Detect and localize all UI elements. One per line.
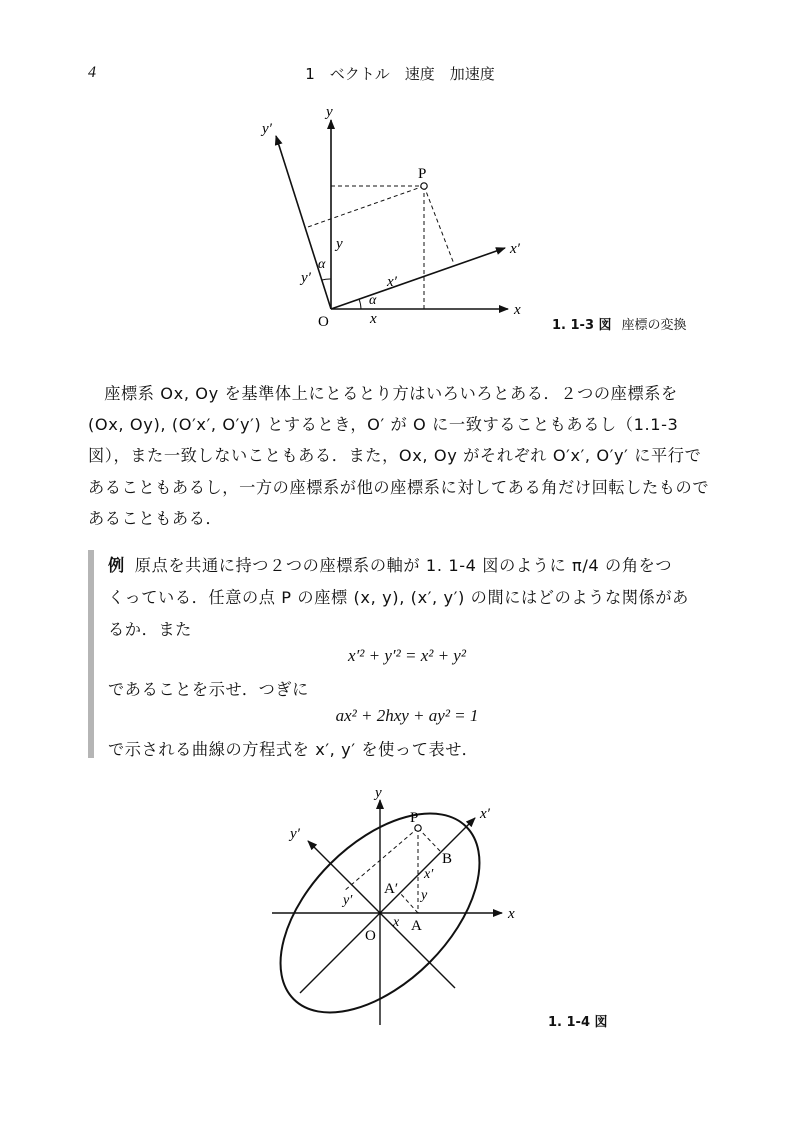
fig1-label-origin: O bbox=[318, 314, 329, 330]
fig1-label-p: P bbox=[418, 166, 427, 182]
fig2-label-seg-x: x bbox=[393, 915, 400, 930]
figure-1-1-4-number: 1. 1-4 図 bbox=[548, 1015, 608, 1030]
fig2-y-prime-axis bbox=[308, 841, 455, 988]
fig1-label-y: y bbox=[326, 104, 333, 120]
equation-2: ax² + 2hxy + ay² = 1 bbox=[335, 706, 479, 725]
fig1-label-proj-x: x bbox=[370, 311, 377, 327]
example-line-5: で示される曲線の方程式を x′, y′ を使って表せ． bbox=[108, 740, 479, 759]
fig2-label-a-prime: A′ bbox=[384, 881, 399, 897]
fig1-label-proj-y-prime: y′ bbox=[301, 270, 311, 286]
fig2-label-seg-y: y bbox=[421, 888, 428, 903]
fig1-label-alpha-upper: α bbox=[318, 257, 326, 272]
figure-1-1-4-caption bbox=[548, 1011, 608, 1030]
figure-1-1-3-title: 座標の変換 bbox=[621, 318, 687, 333]
fig1-label-proj-x-prime: x′ bbox=[387, 274, 397, 290]
figure-1-1-3-number: 1. 1-3 図 bbox=[552, 318, 612, 333]
fig2-label-seg-y-prime: y′ bbox=[343, 893, 353, 908]
fig2-label-y: y bbox=[375, 785, 382, 801]
example-line-2: くっている．任意の点 P の座標 (x, y), (x′, y′) の間にはどのような関係があ bbox=[108, 588, 689, 607]
equation-1: x′² + y′² = x² + y² bbox=[348, 646, 466, 665]
fig2-label-y-prime: y′ bbox=[290, 826, 300, 842]
fig2-label-x: x bbox=[508, 906, 515, 922]
fig1-label-proj-y: y bbox=[336, 236, 343, 252]
fig2-label-origin: O bbox=[365, 928, 376, 944]
fig1-label-x: x bbox=[514, 302, 521, 318]
fig1-label-y-prime: y′ bbox=[262, 121, 272, 137]
page-number: 4 bbox=[88, 64, 96, 81]
fig2-label-p: P bbox=[410, 810, 419, 826]
fig1-label-alpha-lower: α bbox=[369, 293, 377, 308]
fig2-label-x-prime: x′ bbox=[480, 806, 490, 822]
fig2-label-a: A bbox=[411, 918, 422, 934]
example-text-1: 原点を共通に持つ２つの座標系の軸が 1. 1-4 図のように π/4 の角をつ bbox=[134, 556, 673, 575]
example-line-3: るか．また bbox=[108, 620, 192, 639]
example-line-4: であることを示せ．つぎに bbox=[108, 680, 309, 699]
example-label: 例 bbox=[108, 556, 125, 575]
fig2-label-seg-x-prime: x′ bbox=[424, 867, 434, 882]
fig1-label-x-prime: x′ bbox=[510, 241, 520, 257]
fig2-label-b: B bbox=[442, 851, 453, 867]
fig2-x-prime-axis bbox=[300, 818, 475, 993]
running-header: 1 ベクトル 速度 加速度 bbox=[305, 65, 495, 83]
body-paragraph: 座標系 Ox, Oy を基準体上にとるとり方はいろいろとある．２つの座標系を (Ox, Oy), (O′x′, O′y′) とするとき，O′ が O に一致することもあるし（1.1-3 図），また一致しないこともある．また，Ox, Oy がそれぞれ O′x′, O′y′ に平行であることもあるし，一方の座標系が他の座標系に対してある角だけ回転したものであることもある． bbox=[88, 384, 710, 528]
